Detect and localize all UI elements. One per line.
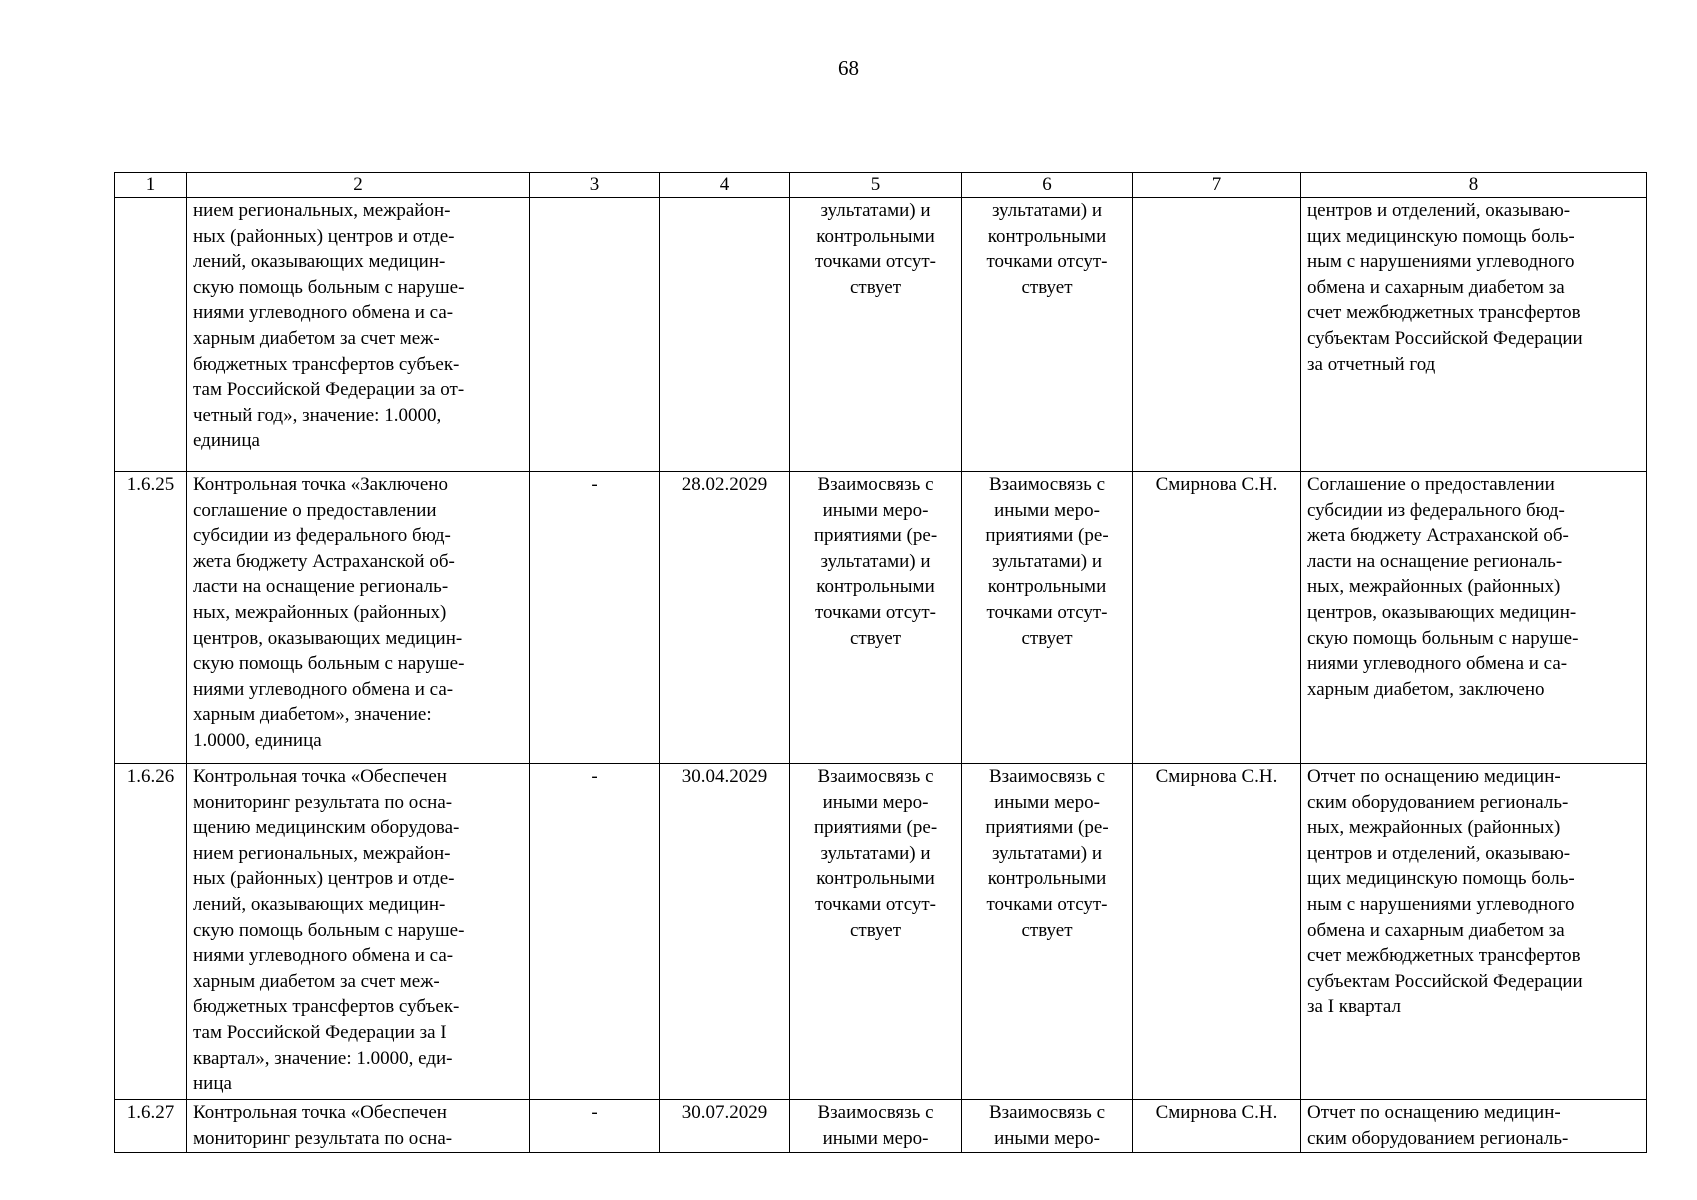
row-responsible: Смирнова С.Н. (1133, 1100, 1301, 1153)
row-description: Контрольная точка «Обеспечен мониторинг результата по осна- щению медицинским оборудова- нием региональных, межрайон- ных (районных) центров и отде- лений, оказывающих медицин- скую помощь больным с наруше- ниями углеводного обмена и са- харным диабетом за счет меж- бюджетных трансфертов субъек- там Российской Федерации за I квартал», значение: 1.0000, еди- ница (187, 764, 530, 1100)
row-linkage-other: Взаимосвязь с иными меро- приятиями (ре- зультатами) и контрольными точками отсут- ствует (962, 472, 1133, 764)
column-header-7: 7 (1133, 173, 1301, 198)
row-linkage-other: Взаимосвязь с иными меро- (962, 1100, 1133, 1153)
table-row (115, 198, 1647, 472)
row-result: Соглашение о предоставлении субсидии из федерального бюд- жета бюджету Астраханской об- ласти на оснащение региональ- ных, межрайонных (районных) центров, оказывающих медицин- скую помощь больным с наруше- ниями углеводного обмена и са- харным диабетом, заключено (1301, 472, 1647, 764)
row-result: центров и отделений, оказываю- щих медицинскую помощь боль- ным с нарушениями углеводного обмена и сахарным диабетом за счет межбюджетных трансфертов субъектам Российской Федерации за отчетный год (1301, 198, 1647, 472)
row-linkage: Взаимосвязь с иными меро- приятиями (ре- зультатами) и контрольными точками отсут- ствует (790, 472, 962, 764)
row-date (660, 198, 790, 472)
column-header-5: 5 (790, 173, 962, 198)
row-date: 28.02.2029 (660, 472, 790, 764)
row-result: Отчет по оснащению медицин- ским оборудованием региональ- (1301, 1100, 1647, 1153)
row-number: 1.6.26 (115, 764, 187, 1100)
table-header-row (115, 173, 1647, 198)
column-header-4: 4 (660, 173, 790, 198)
column-header-8: 8 (1301, 173, 1647, 198)
table-row (115, 1100, 1647, 1153)
row-description: Контрольная точка «Обеспечен мониторинг результата по осна- (187, 1100, 530, 1153)
row-linkage: Взаимосвязь с иными меро- приятиями (ре- зультатами) и контрольными точками отсут- ствует (790, 764, 962, 1100)
table-row (115, 764, 1647, 1100)
row-number (115, 198, 187, 472)
row-col3 (530, 198, 660, 472)
row-linkage-other: Взаимосвязь с иными меро- приятиями (ре- зультатами) и контрольными точками отсут- ствует (962, 764, 1133, 1100)
row-description: Контрольная точка «Заключено соглашение о предоставлении субсидии из федерального бюд- жета бюджету Астраханской об- ласти на оснащение региональ- ных, межрайонных (районных) центров, оказывающих медицин- скую помощь больным с наруше- ниями углеводного обмена и са- харным диабетом», значение: 1.0000, единица (187, 472, 530, 764)
row-responsible (1133, 198, 1301, 472)
measures-table (114, 172, 1647, 1153)
page-number: 68 (838, 56, 859, 80)
column-header-2: 2 (187, 173, 530, 198)
row-linkage: Взаимосвязь с иными меро- (790, 1100, 962, 1153)
row-responsible: Смирнова С.Н. (1133, 472, 1301, 764)
row-linkage: зультатами) и контрольными точками отсут- ствует (790, 198, 962, 472)
column-header-1: 1 (115, 173, 187, 198)
row-number: 1.6.27 (115, 1100, 187, 1153)
row-col3: - (530, 1100, 660, 1153)
row-linkage-other: зультатами) и контрольными точками отсут- ствует (962, 198, 1133, 472)
row-number: 1.6.25 (115, 472, 187, 764)
table-row (115, 472, 1647, 764)
row-col3: - (530, 764, 660, 1100)
row-result: Отчет по оснащению медицин- ским оборудованием региональ- ных, межрайонных (районных) центров и отделений, оказываю- щих медицинскую помощь боль- ным с нарушениями углеводного обмена и сахарным диабетом за счет межбюджетных трансфертов субъектам Российской Федерации за I квартал (1301, 764, 1647, 1100)
row-description: нием региональных, межрайон- ных (районных) центров и отде- лений, оказывающих медицин- скую помощь больным с наруше- ниями углеводного обмена и са- харным диабетом за счет меж- бюджетных трансфертов субъек- там Российской Федерации за от- четный год», значение: 1.0000, единица (187, 198, 530, 472)
column-header-3: 3 (530, 173, 660, 198)
row-col3: - (530, 472, 660, 764)
row-date: 30.07.2029 (660, 1100, 790, 1153)
column-header-6: 6 (962, 173, 1133, 198)
row-responsible: Смирнова С.Н. (1133, 764, 1301, 1100)
row-date: 30.04.2029 (660, 764, 790, 1100)
